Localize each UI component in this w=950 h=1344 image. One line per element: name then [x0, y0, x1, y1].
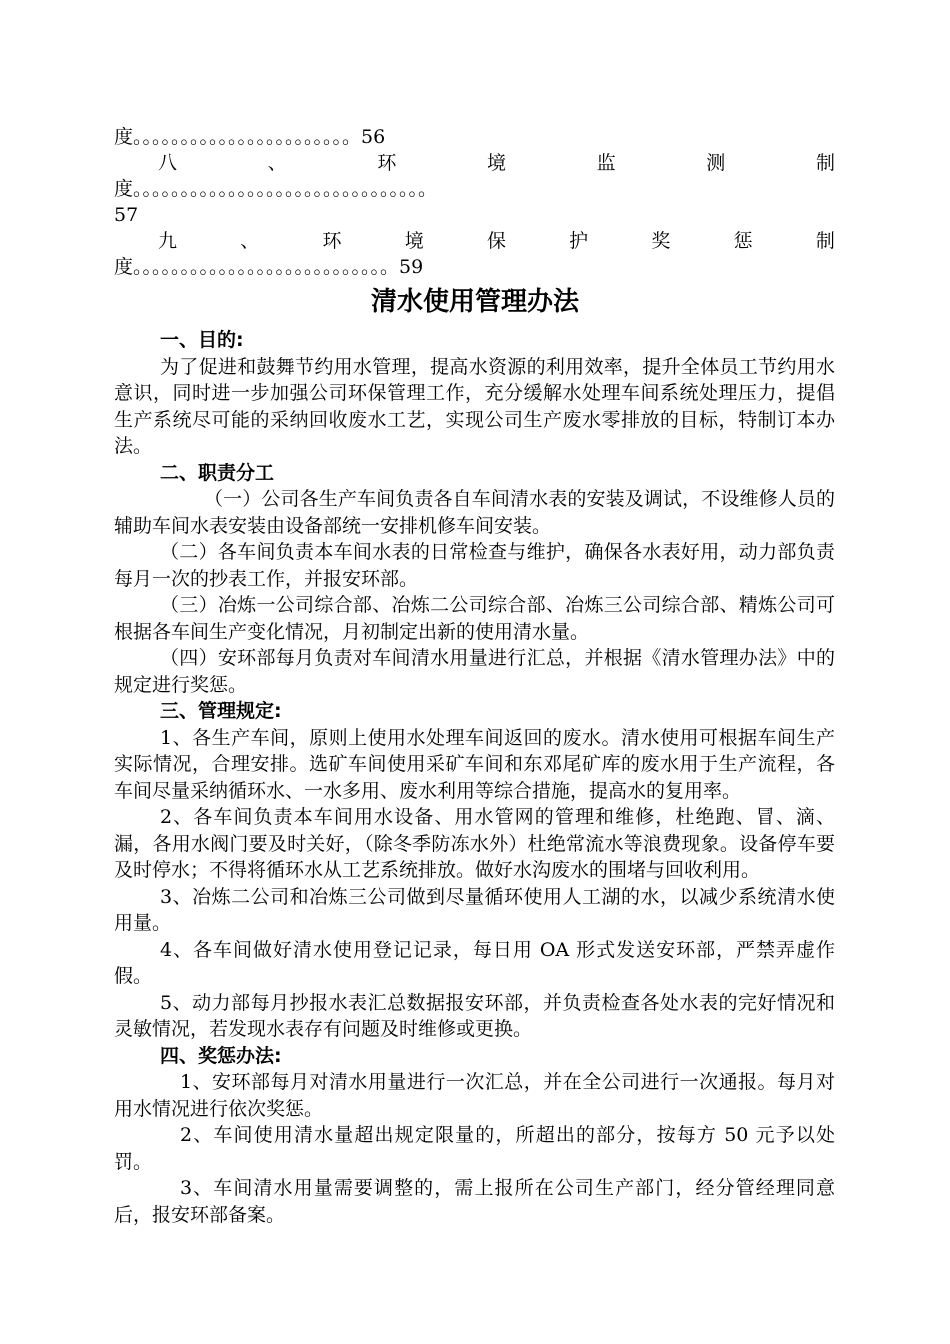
table-of-contents — [114, 124, 835, 280]
section-heading: 二、职责分工 — [160, 461, 275, 484]
paragraph: （四）安环部每月负责对车间清水用量进行汇总，并根据《清水管理办法》中的规定进行奖惩。 — [114, 647, 835, 696]
paragraph: 3、冶炼二公司和冶炼三公司做到尽量循环使用人工湖的水，以减少系统清水使用量。 — [114, 885, 835, 934]
paragraph: 2、车间使用清水量超出规定限量的，所超出的部分，按每方 50 元予以处罚。 — [114, 1124, 835, 1173]
paragraph: 1、安环部每月对清水用量进行一次汇总，并在全公司进行一次通报。每月对用水情况进行依次奖惩。 — [114, 1071, 835, 1120]
document-body — [114, 327, 835, 1228]
paragraph: 3、车间清水用量需要调整的，需上报所在公司生产部门，经分管经理同意后，报安环部备案。 — [114, 1177, 835, 1226]
section-heading: 四、奖惩办法: — [160, 1044, 282, 1067]
toc-item-environment-monitoring: 八 、 环 境 监 测 制 — [158, 152, 835, 174]
toc-page-number: 57 — [114, 204, 139, 226]
section-heading: 一、目的: — [160, 329, 244, 351]
document-title: 清水使用管理办法 — [370, 287, 579, 317]
paragraph: 为了促进和鼓舞节约用水管理，提高水资源的利用效率，提升全体员工节约用水意识，同时进一步加强公司环保管理工作，充分缓解水处理车间系统处理压力，提倡生产系统尽可能的采纳回收废水工艺，实现公司生产废水零排放的目标，特制订本办法。 — [114, 355, 835, 457]
paragraph: 5、动力部每月抄报水表汇总数据报安环部，并负责检查各处水表的完好情况和灵敏情况，若发现水表存有问题及时维修或更换。 — [114, 991, 835, 1040]
paragraph: 2、各车间负责本车间用水设备、用水管网的管理和维修，杜绝跑、冒、滴、漏，各用水阀门要及时关好，（除冬季防冻水外）杜绝常流水等浪费现象。设备停车要及时停水；不得将循环水从工艺系统排放。做好水沟废水的围堵与回收利用。 — [114, 806, 835, 881]
toc-line: 度。。。。。。。。。。。。。。。。。。。。。。。56 — [114, 126, 386, 148]
paragraph: （三）冶炼一公司综合部、冶炼二公司综合部、冶炼三公司综合部、精炼公司可根据各车间生产变化情况，月初制定出新的使用清水量。 — [114, 594, 835, 643]
paragraph: （一）公司各生产车间负责各自车间清水表的安装及调试，不设维修人员的辅助车间水表安装由设备部统一安排机修车间安装。 — [114, 488, 835, 537]
toc-line: 度。。。。。。。。。。。。。。。。。。。。。。。。。。。。。。。 — [114, 178, 438, 200]
toc-item-environment-protection: 九 、 环 境 保 护 奖 惩 制 — [158, 230, 835, 252]
toc-line: 度。。。。。。。。。。。。。。。。。。。。。。。。。。。59 — [114, 256, 424, 278]
paragraph: 1、各生产车间，原则上使用水处理车间返回的废水。清水使用可根据车间生产实际情况，合理安排。选矿车间使用采矿车间和东邓尾矿库的废水用于生产流程，各车间尽量采纳循环水、一水多用、废水利用等综合措施，提高水的复用率。 — [114, 726, 835, 802]
paragraph: （二）各车间负责本车间水表的日常检查与维护，确保各水表好用，动力部负责每月一次的抄表工作，并报安环部。 — [114, 541, 835, 590]
paragraph: 4、各车间做好清水使用登记记录，每日用 OA 形式发送安环部，严禁弄虚作假。 — [114, 938, 835, 987]
section-heading: 三、管理规定: — [160, 700, 282, 722]
